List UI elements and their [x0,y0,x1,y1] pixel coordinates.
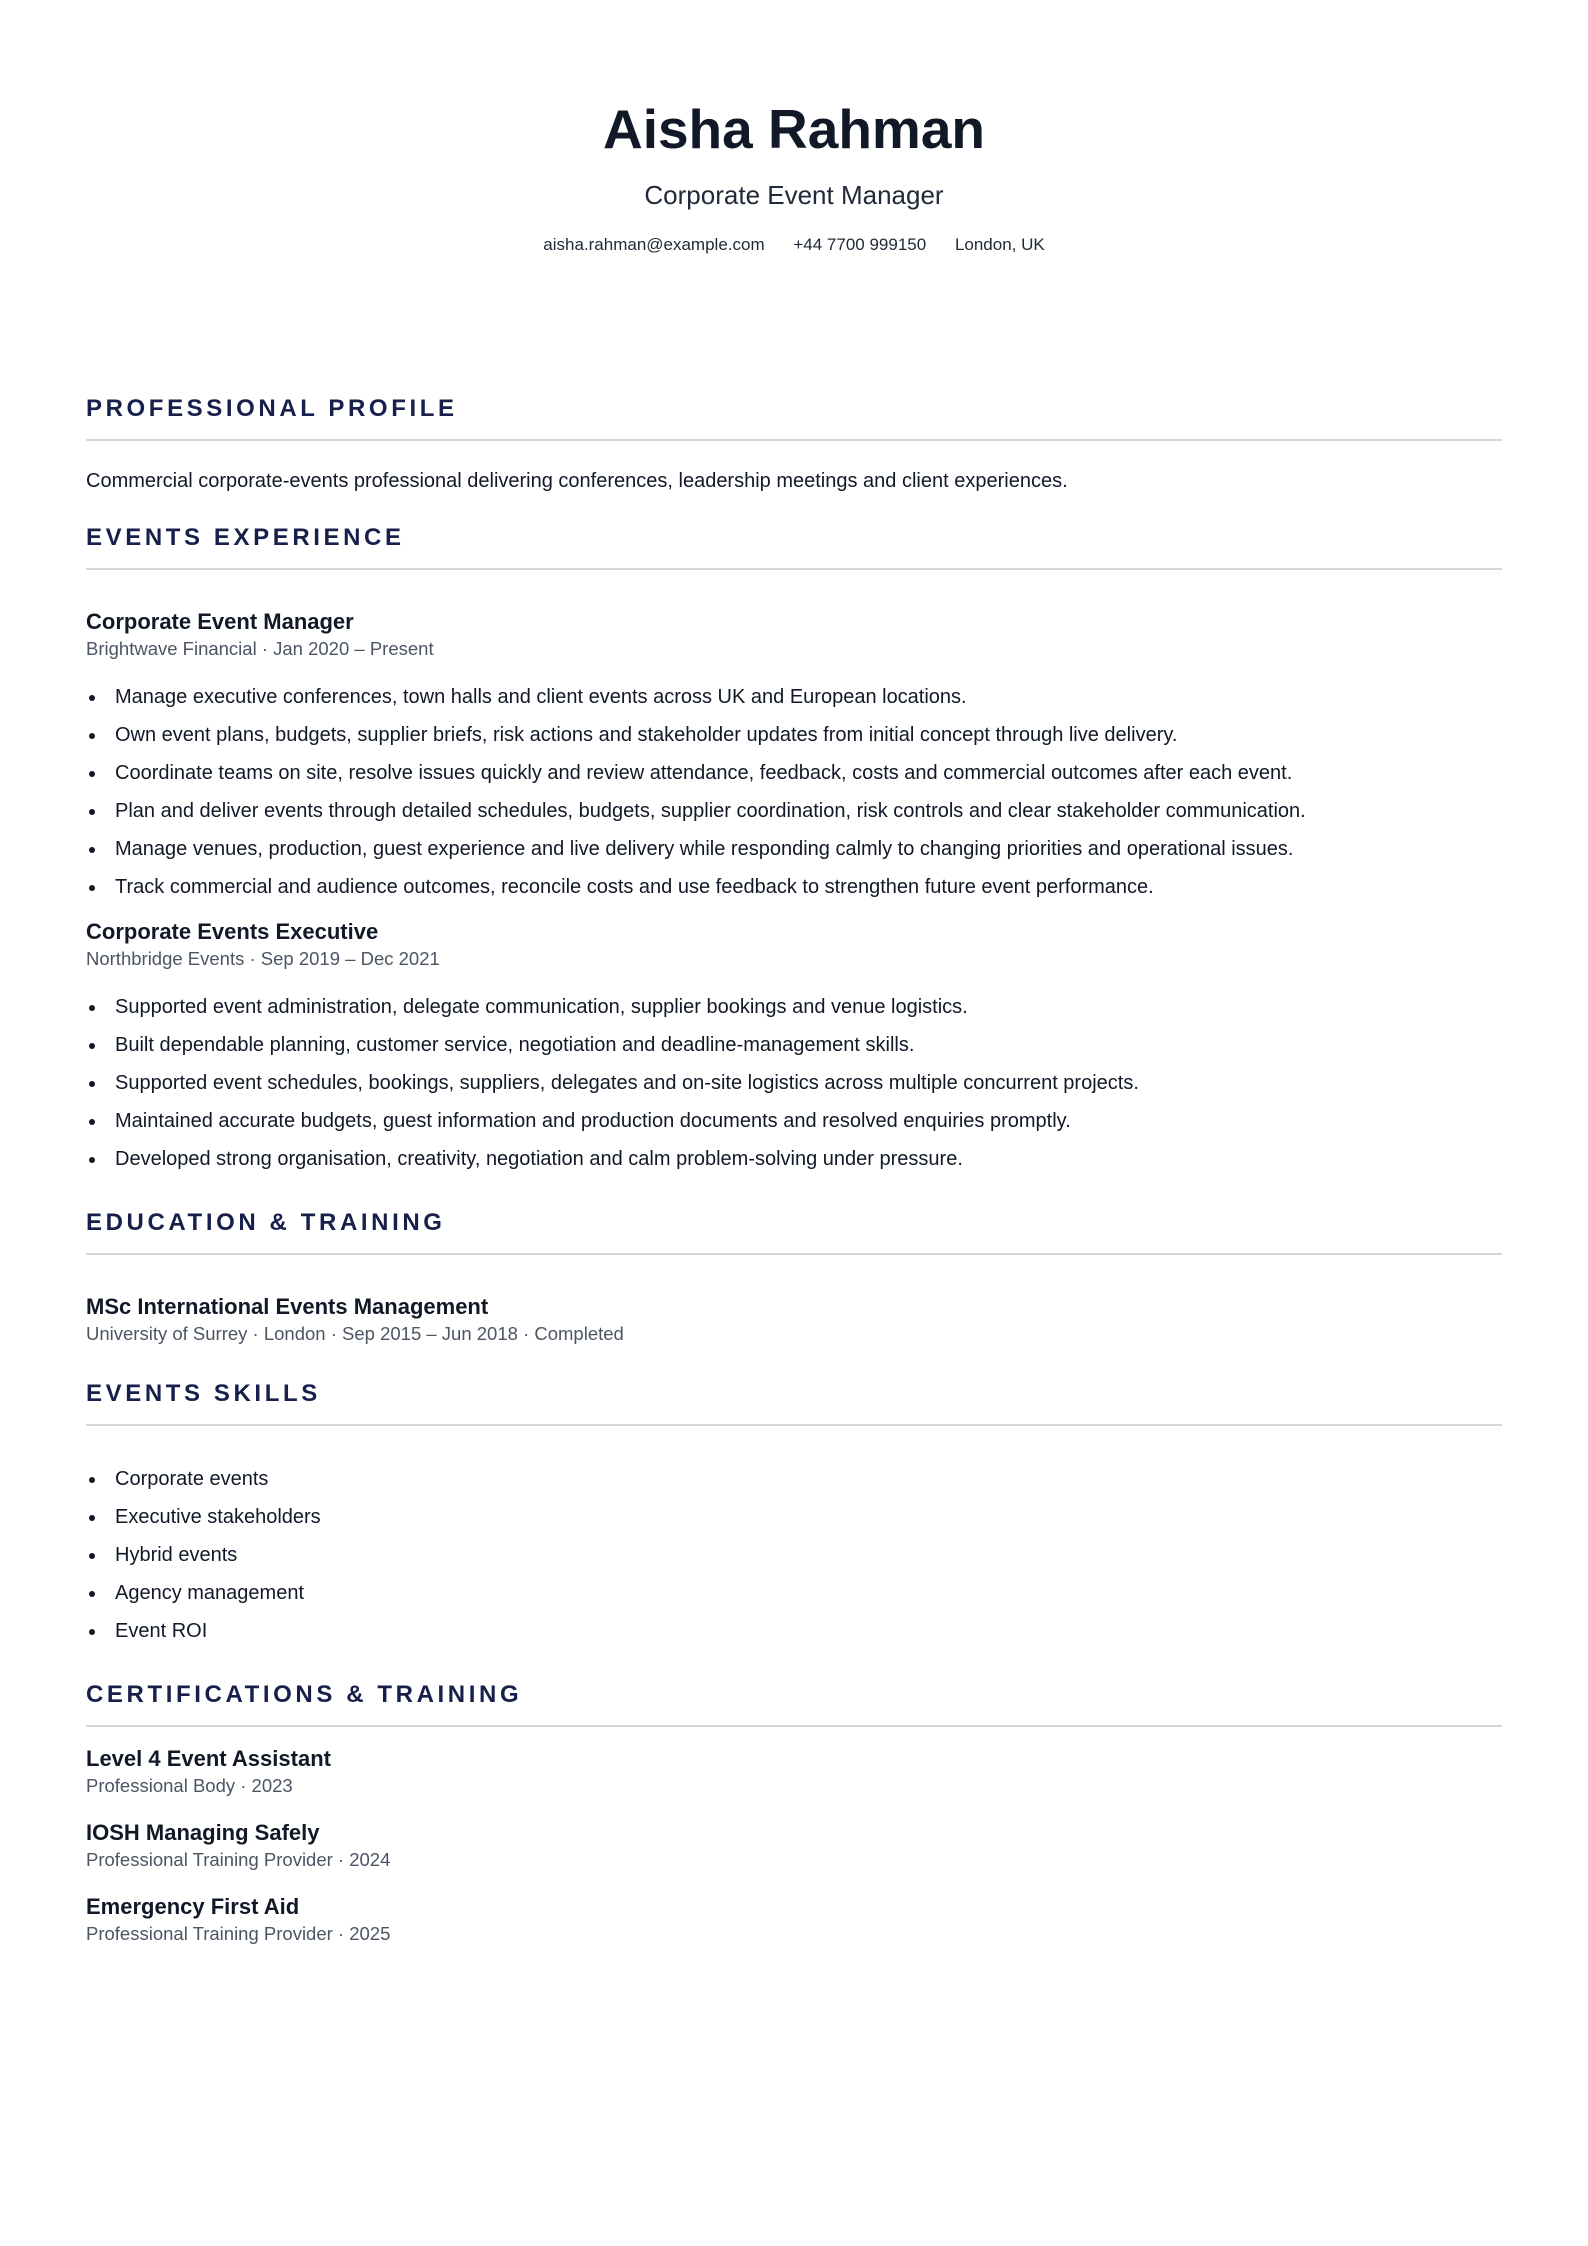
contact-line [86,234,1502,256]
section-divider [86,568,1502,570]
experience-section [86,523,1502,1178]
job-bullet: Own event plans, budgets, supplier briefs, risk actions and stakeholder updates from initial concept through live delivery. [86,716,1502,754]
job-bullet: Manage venues, production, guest experience and live delivery while responding calmly to changing priorities and operational issues. [86,830,1502,868]
certification-name: Level 4 Event Assistant [86,1746,331,1771]
certification-meta: Professional Training Provider · 2024 [86,1849,391,1870]
job-bullet: Plan and deliver events through detailed schedules, budgets, supplier coordination, risk controls and clear stakeholder communication. [86,792,1502,830]
certification-entry [86,1745,1502,1799]
job-bullet: Developed strong organisation, creativity, negotiation and calm problem-solving under pressure. [86,1140,1502,1178]
contact-email: aisha.rahman@example.com [543,235,765,254]
job-meta: Brightwave Financial · Jan 2020 – Present [86,638,434,659]
resume-header [86,0,1502,256]
job-bullet: Maintained accurate budgets, guest information and production documents and resolved enquiries promptly. [86,1102,1502,1140]
job-entry [86,608,1502,906]
certification-entry [86,1819,1502,1873]
section-divider [86,1253,1502,1255]
job-bullet: Track commercial and audience outcomes, reconcile costs and use feedback to strengthen future event performance. [86,868,1502,906]
section-divider [86,1424,1502,1426]
job-bullet: Built dependable planning, customer service, negotiation and deadline-management skills. [86,1026,1502,1064]
skill-item: Executive stakeholders [86,1498,1502,1536]
education-entry [86,1293,1502,1347]
job-bullet: Coordinate teams on site, resolve issues quickly and review attendance, feedback, costs and commercial outcomes after each event. [86,754,1502,792]
certification-name: IOSH Managing Safely [86,1820,320,1845]
skills-list [86,1460,1502,1650]
education-section [86,1208,1502,1347]
education-degree: MSc International Events Management [86,1294,489,1319]
skill-item: Agency management [86,1574,1502,1612]
skill-item: Corporate events [86,1460,1502,1498]
job-bullet: Manage executive conferences, town halls and client events across UK and European locations. [86,678,1502,716]
skill-item: Event ROI [86,1612,1502,1650]
job-entry [86,918,1502,1178]
profile-summary: Commercial corporate-events professional delivering conferences, leadership meetings and client experiences. [86,470,1068,492]
section-divider [86,439,1502,441]
skill-item: Hybrid events [86,1536,1502,1574]
section-title-experience: EVENTS EXPERIENCE [86,524,405,551]
job-bullets [86,988,1502,1178]
job-role: Corporate Event Manager [86,609,354,634]
certification-meta: Professional Body · 2023 [86,1775,293,1796]
section-title-profile: PROFESSIONAL PROFILE [86,395,458,422]
candidate-name: Aisha Rahman [602,98,986,160]
job-meta: Northbridge Events · Sep 2019 – Dec 2021 [86,948,440,969]
job-bullets [86,678,1502,906]
job-bullet: Supported event administration, delegate communication, supplier bookings and venue logistics. [86,988,1502,1026]
education-meta: University of Surrey · London · Sep 2015 – Jun 2018 · Completed [86,1323,624,1344]
certifications-section [86,1680,1502,1947]
contact-location: London, UK [954,235,1045,254]
section-title-education: EDUCATION & TRAINING [86,1209,446,1236]
certification-entry [86,1893,1502,1947]
section-divider [86,1725,1502,1727]
certification-name: Emergency First Aid [86,1894,300,1919]
skills-section [86,1379,1502,1650]
candidate-headline: Corporate Event Manager [644,180,944,210]
section-title-skills: EVENTS SKILLS [86,1380,321,1407]
certification-meta: Professional Training Provider · 2025 [86,1923,391,1944]
section-title-certifications: CERTIFICATIONS & TRAINING [86,1681,523,1708]
job-role: Corporate Events Executive [86,919,379,944]
profile-section [86,394,1502,495]
job-bullet: Supported event schedules, bookings, suppliers, delegates and on-site logistics across multiple concurrent projects. [86,1064,1502,1102]
contact-phone: +44 7700 999150 [793,235,927,254]
